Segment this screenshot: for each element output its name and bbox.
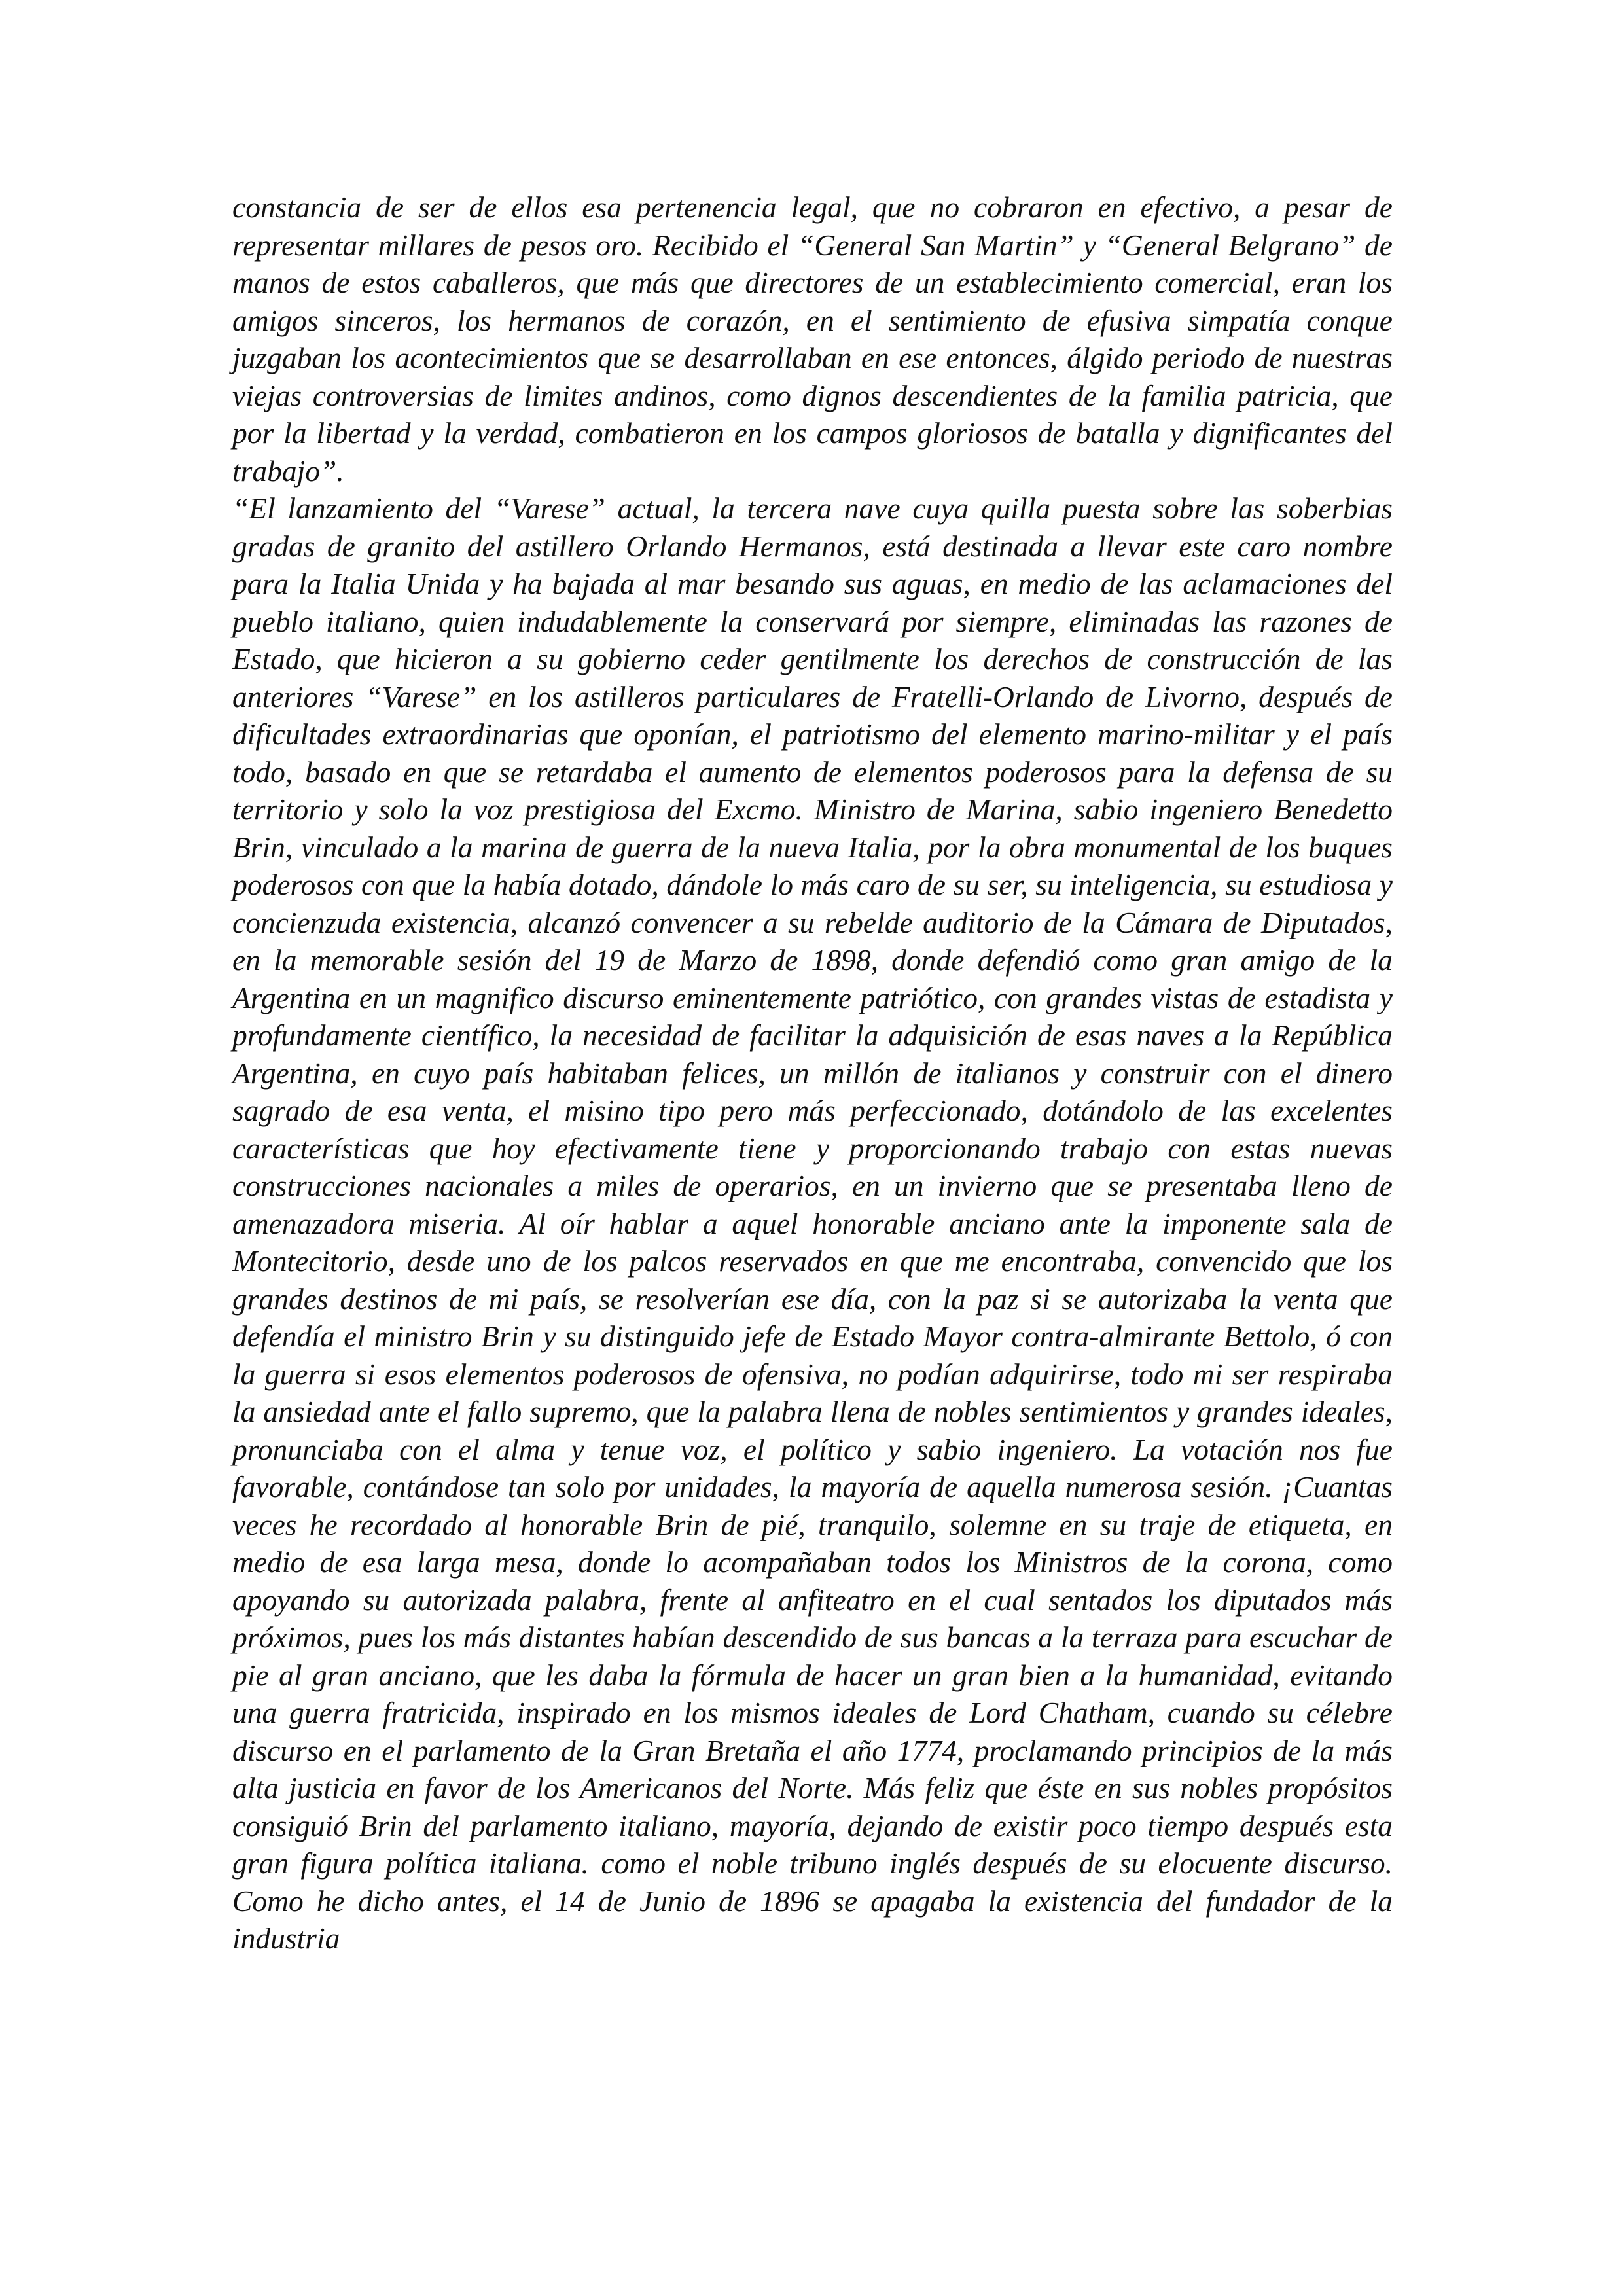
paragraph-continuation: constancia de ser de ellos esa pertenencia legal, que no cobraron en efectivo, a pesar de representar millares de pesos oro. Recibido el “General San Martin” y “General Belgrano” de manos de estos caballeros, que más que directores de un establecimiento comercial, eran los amigos sinceros, los hermanos de corazón, en el sentimiento de efusiva simpatía conque juzgaban los acontecimientos que se desarrollaban en ese entonces, álgido periodo de nuestras viejas controversias de limites andinos, como dignos descendientes de la familia patricia, que por la libertad y la verdad, combatieron en los campos gloriosos de batalla y dignificantes del trabajo”. [232, 190, 1393, 488]
body-text [232, 188, 1393, 1958]
paragraph-varese-launch: “El lanzamiento del “Varese” actual, la tercera nave cuya quilla puesta sobre las soberbias gradas de granito del astillero Orlando Hermanos, está destinada a llevar este caro nombre para la Italia Unida y ha bajada al mar besando sus aguas, en medio de las aclamaciones del pueblo italiano, quien indudablemente la conservará por siempre, eliminadas las razones de Estado, que hicieron a su gobierno ceder gentilmente los derechos de construcción de las anteriores “Varese” en los astilleros particulares de Fratelli-Orlando de Livorno, después de dificultades extraordinarias que oponían, el patriotismo del elemento marino-militar y el país todo, basado en que se retardaba el aumento de elementos poderosos para la defensa de su territorio y solo la voz prestigiosa del Excmo. Ministro de Marina, sabio ingeniero Benedetto Brin, vinculado a la marina de guerra de la nueva Italia, por la obra monumental de los buques poderosos con que la había dotado, dándole lo más caro de su ser, su inteligencia, su estudiosa y concienzuda existencia, alcanzó convencer a su rebelde auditorio de la Cámara de Diputados, en la memorable sesión del 19 de Marzo de 1898, donde defendió como gran amigo de la Argentina en un magnifico discurso eminentemente patriótico, con grandes vistas de estadista y profundamente científico, la necesidad de facilitar la adquisición de esas naves a la República Argentina, en cuyo país habitaban felices, un millón de italianos y construir con el dinero sagrado de esa venta, el misino tipo pero más perfeccionado, dotándolo de las excelentes características que hoy efectivamente tiene y proporcionando trabajo con estas nuevas construcciones nacionales a miles de operarios, en un invierno que se presentaba lleno de amenazadora miseria. Al oír hablar a aquel honorable anciano ante la imponente sala de Montecitorio, desde uno de los palcos reservados en que me encontraba, convencido que los grandes destinos de mi país, se resolverían ese día, con la paz si se autorizaba la venta que defendía el ministro Brin y su distinguido jefe de Estado Mayor contra-almirante Bettolo, ó con la guerra si esos elementos poderosos de ofensiva, no podían adquirirse, todo mi ser respiraba la ansiedad ante el fallo supremo, que la palabra llena de nobles sentimientos y grandes ideales, pronunciaba con el alma y tenue voz, el político y sabio ingeniero. La votación nos fue favorable, contándose tan solo por unidades, la mayoría de aquella numerosa sesión. ¡Cuantas veces he recordado al honorable Brin de pié, tranquilo, solemne en su traje de etiqueta, en medio de esa larga mesa, donde lo acompañaban todos los Ministros de la corona, como apoyando su autorizada palabra, frente al anfiteatro en el cual sentados los diputados más próximos, pues los más distantes habían descendido de sus bancas a la terraza para escuchar de pie al gran anciano, que les daba la fórmula de hacer un gran bien a la humanidad, evitando una guerra fratricida, inspirado en los mismos ideales de Lord Chatham, cuando su célebre discurso en el parlamento de la Gran Bretaña el año 1774, proclamando principios de la más alta justicia en favor de los Americanos del Norte. Más feliz que éste en sus nobles propósitos consiguió Brin del parlamento italiano, mayoría, dejando de existir poco tiempo después esta gran figura política italiana. como el noble tribuno inglés después de su elocuente discurso. Como he dicho antes, el 14 de Junio de 1896 se apagaba la existencia del fundador de la industria [232, 492, 1393, 1955]
